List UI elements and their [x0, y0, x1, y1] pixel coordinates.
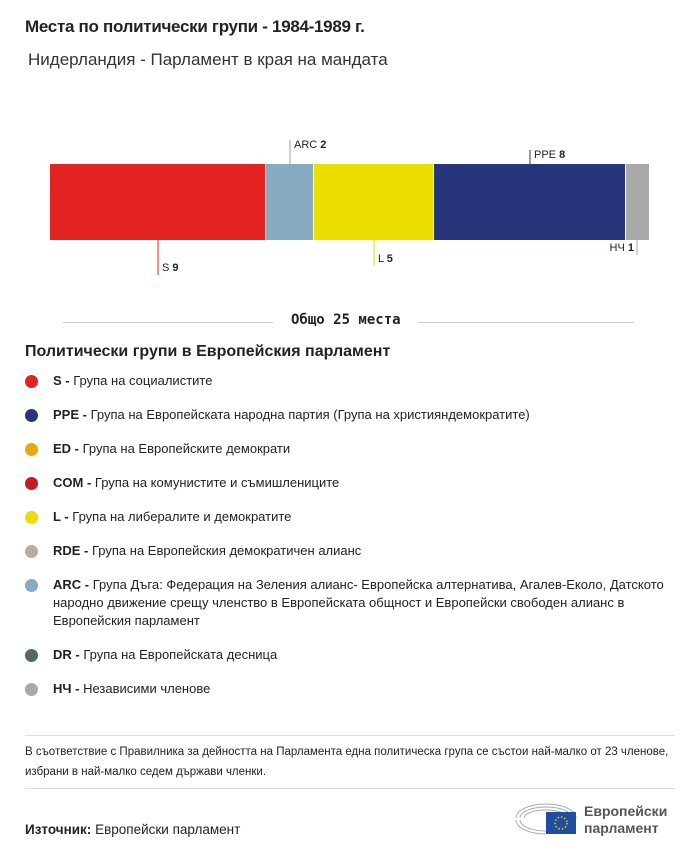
bar-segment-ARC	[266, 164, 313, 240]
legend-text: ED - Група на Европейските демократи	[53, 441, 291, 456]
divider	[25, 735, 675, 736]
legend-text: L - Група на либералите и демократите	[53, 509, 292, 524]
data-label-PPE: PPE 8	[534, 149, 566, 161]
legend-text: ARC - Група Дъга: Федерация на Зеления алианс- Европейска алтернатива, Агалев-Еколо, Датското народно движение срещу членство в Европейската общност и Европейски свободен алианс в Европейския парламент	[53, 577, 664, 628]
divider-left	[63, 322, 273, 323]
legend-dot-icon	[25, 409, 38, 422]
data-label-ARC: ARC 2	[294, 139, 327, 151]
source-value: Европейски парламент	[95, 822, 241, 837]
chart-title: Места по политически групи - 1984-1989 г.	[25, 17, 365, 36]
ep-logo	[512, 798, 682, 838]
bar-segment-НЧ	[626, 164, 649, 240]
legend-dot-icon	[25, 649, 38, 662]
legend-text: COM - Група на комунистите и съмишлениците	[53, 475, 340, 490]
legend-title: Политически групи в Европейския парламент	[25, 343, 391, 360]
source-label: Източник:	[25, 822, 92, 837]
legend-dot-icon	[25, 545, 38, 558]
logo-line2: парламент	[584, 820, 659, 836]
legend-text: PPE - Група на Европейската народна партия (Група на християндемократите)	[53, 407, 530, 422]
total-seats-label: Общо 25 места	[291, 312, 401, 328]
data-label-S: S 9	[162, 262, 179, 274]
total-seats	[0, 312, 700, 332]
legend-dot-icon	[25, 477, 38, 490]
ep-hemicycle-icon	[512, 798, 582, 838]
legend-dot-icon	[25, 375, 38, 388]
logo-line1: Европейски	[584, 803, 668, 819]
data-label-L: L 5	[378, 253, 393, 265]
legend-text: DR - Група на Европейската десница	[53, 647, 278, 662]
divider-right	[418, 322, 634, 323]
legend-text: S - Група на социалистите	[53, 373, 213, 388]
chart-subtitle: Нидерландия - Парламент в края на мандата	[28, 50, 388, 69]
footnote: В съответствие с Правилника за дейността на Парламента една политическа група се състои най-малко от 23 членове, избрани в най-малко седем държави членки.	[25, 746, 669, 778]
legend-dot-icon	[25, 443, 38, 456]
legend-text: RDE - Група на Европейския демократичен алианс	[53, 543, 362, 558]
legend-text: НЧ - Независими членове	[53, 681, 211, 696]
data-label-НЧ: НЧ 1	[609, 242, 634, 254]
divider	[25, 788, 675, 789]
source	[25, 822, 240, 837]
bar-segment-L	[314, 164, 433, 240]
seat-bar-chart	[0, 130, 700, 290]
legend-dot-icon	[25, 511, 38, 524]
bar-segment-S	[50, 164, 265, 240]
legend-dot-icon	[25, 683, 38, 696]
bar-segment-PPE	[434, 164, 625, 240]
legend-dot-icon	[25, 579, 38, 592]
